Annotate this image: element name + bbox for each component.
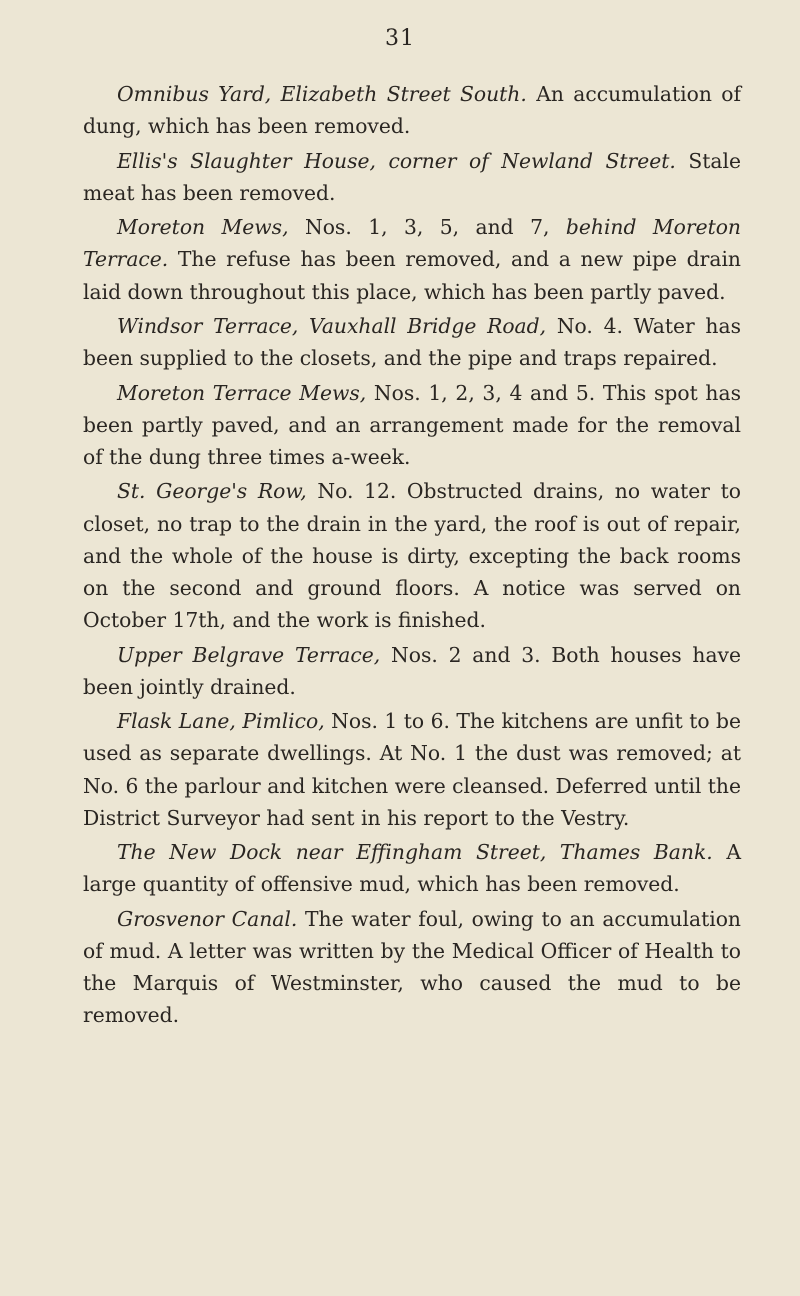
entry-place: Upper Belgrave Terrace, — [117, 642, 381, 667]
entry-text: The water foul, owing to an accumulation of mud. A letter was written by the Medical Officer of Health to the Marquis of Westminster, who caused the mud to be removed. — [83, 906, 741, 1028]
page-body — [83, 78, 741, 1034]
entry-place: Moreton Terrace Mews, — [117, 380, 367, 405]
entry-text: Nos. 2 and 3. Both houses have been jointly drained. — [83, 642, 742, 699]
entry-text: Stale meat has been removed. — [83, 148, 741, 205]
entry-new-dock — [83, 836, 741, 900]
entry-place: Grosvenor Canal. — [117, 906, 298, 931]
entry-numbers: Nos. 1, 3, 5, and 7, — [304, 215, 550, 240]
entry-upper-belgrave-terrace — [83, 639, 741, 703]
entry-text: No. 4. Water has been supplied to the closets, and the pipe and traps repaired. — [83, 313, 741, 371]
entry-text: An accumulation of dung, which has been removed. — [83, 82, 741, 139]
entry-place: Moreton Mews, — [117, 215, 289, 240]
entry-place: The New Dock near Effingham Street, Thames Bank. — [117, 840, 713, 865]
entry-flask-lane — [83, 705, 741, 834]
entry-place: Flask Lane, Pimlico, — [117, 709, 325, 734]
entry-place-secondary: behind Moreton Terrace. — [83, 215, 741, 272]
entry-text: Nos. 1 to 6. The kitchens are unfit to be used as separate dwellings. At No. 1 the dust was removed; at No. 6 the parlour and kitchen were cleansed. Deferred until the District Surveyor had sent in his report to the Vestry. — [83, 709, 742, 830]
entry-place: Omnibus Yard, Elizabeth Street South. — [117, 82, 527, 106]
entry-st-georges-row — [83, 475, 741, 636]
page-number: 31 — [385, 26, 415, 51]
entry-grosvenor-canal — [83, 903, 741, 1032]
entry-text: No. 12. Obstructed drains, no water to closet, no trap to the drain in the yard, the roof is out of repair, and the whole of the house is dirty, excepting the back rooms on the second and ground floors. A notice was served on October 17th, and the work is finished. — [83, 479, 741, 633]
entry-text: Nos. 1, 2, 3, 4 and 5. This spot has been partly paved, and an arrangement made for the removal of the dung three times a-week. — [83, 380, 741, 469]
entry-place: St. George's Row, — [117, 479, 307, 504]
entry-moreton-terrace-mews — [83, 377, 741, 474]
entry-place: Windsor Terrace, Vauxhall Bridge Road, — [117, 313, 547, 338]
entry-moreton-mews — [83, 211, 741, 308]
entry-text: A large quantity of offensive mud, which has been removed. — [83, 840, 741, 897]
entry-place: Ellis's Slaughter House, corner of Newland Street. — [117, 148, 676, 173]
entry-ellis-slaughter-house — [83, 145, 741, 209]
entry-text: The refuse has been removed, and a new pipe drain laid down throughout this place, which has been partly paved. — [83, 247, 741, 304]
entry-windsor-terrace — [83, 310, 741, 374]
entry-omnibus-yard — [83, 78, 741, 142]
